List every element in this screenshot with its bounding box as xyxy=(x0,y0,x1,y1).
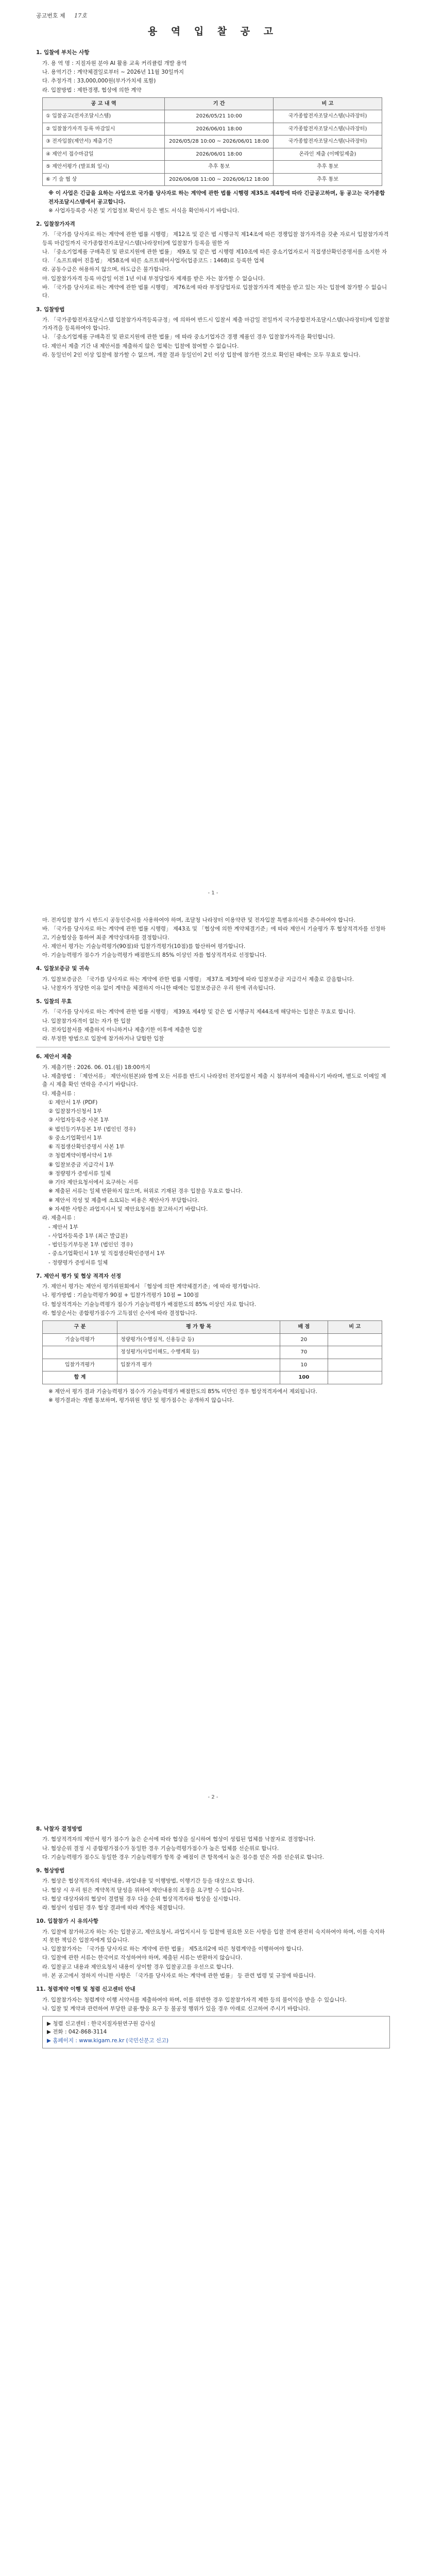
section-8-heading: 8. 낙찰자 결정방법 xyxy=(36,1826,82,1832)
section-9-heading: 9. 협상방법 xyxy=(36,1868,65,1874)
table-cell: 국가종합전자조달시스템(나라장터) xyxy=(274,110,382,123)
table-cell: 국가종합전자조달시스템(나라장터) xyxy=(274,135,382,148)
s1-line: 가. 용 역 명 : 지질자원 분야 AI 활용 교육 커리큘럼 개발 용역 xyxy=(42,60,187,66)
table-cell xyxy=(328,1346,382,1359)
table-cell: 2026/05/28 10:00 ~ 2026/06/01 18:00 xyxy=(165,135,274,148)
table-cell: 기술능력평가 xyxy=(43,1333,117,1346)
table-cell: 추후 통보 xyxy=(165,161,274,174)
s1-line: 라. 입찰방법 : 제한경쟁, 협상에 의한 계약 xyxy=(42,87,142,93)
s6-line: 가. 제출기한 : 2026. 06. 01.(월) 18:00까지 xyxy=(42,1064,150,1071)
section-11-heading: 11. 청렴계약 이행 및 청렴 신고센터 안내 xyxy=(36,1986,135,1993)
s6-doc: ⑤ 중소기업확인서 1부 xyxy=(48,1134,102,1141)
s2-line: 바. 「국가를 당사자로 하는 계약에 관한 법률 시행령」 제76조에 따라 부정당업자로 입찰참가자격 제한을 받고 있는 자는 입찰에 참가할 수 없습니다. xyxy=(42,284,387,299)
table-header-cell: 비 고 xyxy=(328,1321,382,1334)
table-cell: 10 xyxy=(280,1359,328,1371)
s3-line: 아. 기술능력평가 점수가 기술능력평가 배점한도의 85% 이상인 자를 협상적격자로 선정합니다. xyxy=(42,952,267,959)
table-row xyxy=(43,1371,382,1384)
s7-note: ※ 평가결과는 개별 통보하며, 평가위원 명단 및 평가점수는 공개하지 않습니다. xyxy=(48,1397,234,1403)
page-2 xyxy=(0,904,426,1808)
s11-line: 가. 입찰참가자는 청렴계약 이행 서약서를 제출하여야 하며, 이를 위반한 경우 입찰참가자격 제한 등의 불이익을 받을 수 있습니다. xyxy=(42,1996,347,2003)
s3-line: 라. 동일인이 2인 이상 입찰에 참가할 수 없으며, 개찰 결과 동일인이 2인 이상 입찰에 참가한 것으로 확인된 때에는 모두 무효로 합니다. xyxy=(42,351,361,358)
s6-reqs-title: 라. 제출서류 : xyxy=(42,1215,76,1222)
notice-number-label: 공고번호 제 xyxy=(36,12,65,19)
s3-line: 사. 제안서 평가는 기술능력평가(90점)와 입찰가격평가(10점)를 합산하여 평가합니다. xyxy=(42,943,246,950)
table-cell: 70 xyxy=(280,1346,328,1359)
s7-note: ※ 제안서 평가 결과 기술능력평가 점수가 기술능력평가 배점한도의 85% 미만인 경우 협상적격자에서 제외됩니다. xyxy=(48,1388,317,1395)
s7-line: 다. 협상적격자는 기술능력평가 점수가 기술능력평가 배점한도의 85% 이상인 자로 합니다. xyxy=(42,1301,257,1308)
s9-line: 가. 협상은 협상적격자의 제안내용, 과업내용 및 이행방법, 이행기간 등을 대상으로 합니다. xyxy=(42,1878,254,1885)
table-cell: 추후 통보 xyxy=(274,161,382,174)
page-1 xyxy=(0,0,426,904)
report-center-box xyxy=(42,2016,390,2048)
s6-req: - 사업자등록증 1부 (최근 발급분) xyxy=(48,1232,128,1239)
evaluation-table xyxy=(42,1320,382,1384)
table-header-cell: 기 간 xyxy=(165,97,274,110)
s9-line: 라. 협상이 성립된 경우 협상 결과에 따라 계약을 체결합니다. xyxy=(42,1905,185,1911)
table-cell xyxy=(328,1333,382,1346)
table-cell: 2026/06/01 18:00 xyxy=(165,123,274,135)
s2-line: 다. 「소프트웨어 진흥법」 제58조에 따른 소프트웨어사업자(업종코드 : 1468)로 등록한 업체 xyxy=(42,258,264,264)
table-header-row xyxy=(43,1321,382,1334)
section-5-heading: 5. 입찰의 무효 xyxy=(36,998,72,1005)
notice-number xyxy=(36,11,390,20)
table-cell xyxy=(43,1346,117,1359)
table-header-cell: 평 가 항 목 xyxy=(117,1321,280,1334)
table-cell: 정량평가(수행실적, 신용등급 등) xyxy=(117,1333,280,1346)
s7-line: 라. 협상순서는 종합평가점수가 고득점인 순서에 따라 결정합니다. xyxy=(42,1310,197,1316)
table-row xyxy=(43,1346,382,1359)
s3-line: 마. 전자입찰 참가 시 반드시 공동인증서를 사용하여야 하며, 조달청 나라장터 이용약관 및 전자입찰 특별유의서를 준수하여야 합니다. xyxy=(42,917,355,923)
s1-note: ※ 이 사업은 긴급을 요하는 사업으로 국가를 당사자로 하는 계약에 관한 법률 시행령 제35조 제4항에 따라 긴급공고하며, 동 공고는 국가종합전자조달시스템에서 공고합니다. xyxy=(48,190,385,205)
s10-line: 가. 입찰에 참가하고자 하는 자는 입찰공고, 제안요청서, 과업지시서 등 입찰에 필요한 모든 사항을 입찰 전에 완전히 숙지하여야 하며, 이를 숙지하지 못한 책임은 입찰자에게 있습니다. xyxy=(42,1928,385,1943)
table-row xyxy=(43,1333,382,1346)
s6-req: - 중소기업확인서 1부 및 직접생산확인증명서 1부 xyxy=(48,1250,165,1257)
table-cell: ③ 전자입찰(제안서) 제출기간 xyxy=(43,135,165,148)
table-cell xyxy=(328,1371,382,1384)
table-cell: 추후 통보 xyxy=(274,173,382,186)
section-4-heading: 4. 입찰보증금 및 귀속 xyxy=(36,965,90,972)
table-cell: 입찰가격 평가 xyxy=(117,1359,280,1371)
s1-line: 다. 추정가격 : 33,000,000원(부가가치세 포함) xyxy=(42,78,156,84)
table-cell: 2026/05/21 10:00 xyxy=(165,110,274,123)
s3-line: 나. 「중소기업제품 구매촉진 및 판로지원에 관한 법률」에 따라 중소기업자간 경쟁 제품인 경우 입찰참가자격을 확인합니다. xyxy=(42,334,335,341)
s6-note: ※ 제출된 서류는 일체 반환하지 않으며, 허위로 기재된 경우 입찰을 무효로 합니다. xyxy=(48,1188,243,1195)
table-row xyxy=(43,148,382,161)
section-6-heading: 6. 제안서 제출 xyxy=(36,1054,72,1060)
s4-line: 나. 낙찰자가 정당한 이유 없이 계약을 체결하지 아니한 때에는 입찰보증금은 우리 원에 귀속됩니다. xyxy=(42,985,276,991)
table-cell: ① 입찰공고(전자조달시스템) xyxy=(43,110,165,123)
s8-line: 가. 협상적격자의 제안서 평가 점수가 높은 순서에 따라 협상을 실시하여 협상이 성립된 업체를 낙찰자로 결정합니다. xyxy=(42,1836,316,1843)
table-cell: 온라인 제출 (이메일제출) xyxy=(274,148,382,161)
s6-doc: ⑦ 청렴계약이행서약서 1부 xyxy=(48,1153,113,1159)
s6-doc: ④ 법인등기부등본 1부 (법인인 경우) xyxy=(48,1126,136,1132)
table-cell: 100 xyxy=(280,1371,328,1384)
table-cell: ④ 제안서 접수마감일 xyxy=(43,148,165,161)
report-center-line: ▶ 홈페이지 : www.kigam.re.kr (국민신문고 신고) xyxy=(47,2037,169,2044)
s6-doc: ② 입찰참가신청서 1부 xyxy=(48,1108,102,1115)
s7-line: 나. 평가방법 : 기술능력평가 90점 + 입찰가격평가 10점 = 100점 xyxy=(42,1292,199,1299)
s4-line: 가. 입찰보증금은 「국가를 당사자로 하는 계약에 관한 법률 시행령」 제37조 제3항에 따라 입찰보증금 지급각서 제출로 갈음합니다. xyxy=(42,976,354,982)
table-cell: 합 계 xyxy=(43,1371,117,1384)
s6-doc: ③ 사업자등록증 사본 1부 xyxy=(48,1117,109,1124)
table-row xyxy=(43,135,382,148)
s9-line: 다. 협상 대상자와의 협상이 결렬될 경우 다음 순위 협상적격자와 협상을 실시합니다. xyxy=(42,1895,241,1902)
table-cell: 국가종합전자조달시스템(나라장터) xyxy=(274,123,382,135)
s8-line: 다. 기술능력평가 점수도 동일한 경우 기술능력평가 항목 중 배점이 큰 항목에서 높은 점수를 얻은 자를 선순위로 합니다. xyxy=(42,1854,324,1860)
s2-line: 나. 「중소기업제품 구매촉진 및 판로지원에 관한 법률」 제9조 및 같은 법 시행령 제10조에 따른 중소기업자로서 직접생산확인증명서를 소지한 자 xyxy=(42,248,387,255)
table-cell: ⑤ 제안서평가 (발표회 일시) xyxy=(43,161,165,174)
table-cell: ② 입찰참가자격 등록 마감일시 xyxy=(43,123,165,135)
table-cell: 2026/06/01 18:00 xyxy=(165,148,274,161)
table-header-cell: 비 고 xyxy=(274,97,382,110)
table-header-cell: 공 고 내 역 xyxy=(43,97,165,110)
table-header-cell: 배 점 xyxy=(280,1321,328,1334)
table-cell: 2026/06/08 11:00 ~ 2026/06/12 18:00 xyxy=(165,173,274,186)
s6-doc: ⑨ 정량평가 증빙서류 일체 xyxy=(48,1170,111,1177)
notice-number-value: 17호 xyxy=(74,12,87,19)
table-cell xyxy=(117,1371,280,1384)
s6-note: ※ 자세한 사항은 과업지시서 및 제안요청서를 참고하시기 바랍니다. xyxy=(48,1206,208,1212)
s2-line: 가. 「국가를 당사자로 하는 계약에 관한 법률 시행령」 제12조 및 같은 법 시행규칙 제14조에 따른 경쟁입찰 참가자격을 갖춘 자로서 입찰참가자격 등록 마감일까지 국가종합전자조달시스템(나라장터)에 입찰참가 등록을 필한 자 xyxy=(42,231,389,246)
table-cell xyxy=(328,1359,382,1371)
schedule-table xyxy=(42,97,382,187)
table-row xyxy=(43,123,382,135)
s6-req: - 정량평가 증빙서류 일체 xyxy=(48,1259,108,1266)
table-cell: 입찰가격평가 xyxy=(43,1359,117,1371)
s6-doc: ① 제안서 1부 (PDF) xyxy=(48,1099,98,1106)
table-header-cell: 구 분 xyxy=(43,1321,117,1334)
s1-note: ※ 사업자등록증 사본 및 기업정보 확인서 등은 별도 서식을 확인하시기 바랍니다. xyxy=(48,207,240,214)
section-3-heading: 3. 입찰방법 xyxy=(36,306,65,313)
s11-line: 나. 입찰 및 계약과 관련하여 부당한 금품·향응 요구 등 불공정 행위가 있을 경우 아래로 신고하여 주시기 바랍니다. xyxy=(42,2005,310,2012)
report-center-line: ▶ 청렴 신고센터 : 한국지질자원연구원 감사실 xyxy=(47,2021,156,2027)
section-7-heading: 7. 제안서 평가 및 협상 적격자 선정 xyxy=(36,1273,122,1279)
page-3 xyxy=(0,1808,426,2576)
s5-line: 다. 전자입찰서를 제출하지 아니하거나 제출기한 이후에 제출한 입찰 xyxy=(42,1026,202,1033)
s1-line: 나. 용역기간 : 계약체결일로부터 ~ 2026년 11월 30일까지 xyxy=(42,69,184,76)
page-number: - 1 - xyxy=(208,890,218,896)
s6-line: 나. 제출방법 : 「제안서류」 제안서(원본)와 함께 모든 서류를 반드시 나라장터 전자입찰서 제출 시 첨부하여 제출하시기 바라며, 별도로 이메일 제출 시 제출 확인 연락을 주시기 바랍니다. xyxy=(42,1073,386,1088)
section-10-heading: 10. 입찰참가 시 유의사항 xyxy=(36,1918,98,1925)
s10-line: 다. 입찰에 관한 서류는 한국어로 작성하여야 하며, 제출된 서류는 반환하지 않습니다. xyxy=(42,1955,243,1961)
section-2-heading: 2. 입찰참가자격 xyxy=(36,221,75,228)
s6-req: - 제안서 1부 xyxy=(48,1224,78,1230)
s3-line: 바. 「국가를 당사자로 하는 계약에 관한 법률 시행령」 제43조 및 「협상에 의한 계약체결기준」에 따라 제안서 기술평가 후 협상적격자를 선정하고, 기술협상을 통하여 최종 계약상대자를 결정합니다. xyxy=(42,926,386,941)
table-row xyxy=(43,1359,382,1371)
s10-line: 라. 입찰공고 내용과 제안요청서 내용이 상이할 경우 입찰공고를 우선으로 합니다. xyxy=(42,1963,234,1970)
s10-line: 나. 입찰참가자는 「국가를 당사자로 하는 계약에 관한 법률」 제5조의2에 따른 청렴계약을 이행하여야 합니다. xyxy=(42,1946,304,1953)
s9-line: 나. 협상 시 우리 원은 계약목적 달성을 위하여 제안내용의 조정을 요구할 수 있습니다. xyxy=(42,1887,244,1893)
table-header-row xyxy=(43,97,382,110)
document-title: 용 역 입 찰 공 고 xyxy=(147,26,279,38)
table-cell: 정성평가(사업이해도, 수행계획 등) xyxy=(117,1346,280,1359)
report-center-line: ▶ 전화 : 042-868-3114 xyxy=(47,2029,107,2036)
s2-line: 라. 공동수급은 허용하지 않으며, 하도급은 불가합니다. xyxy=(42,266,171,273)
s2-line: 마. 입찰참가자격 등록 마감일 이전 1년 이내 부정당업자 제재를 받은 자는 참가할 수 없습니다. xyxy=(42,275,265,282)
s5-line: 가. 「국가를 당사자로 하는 계약에 관한 법률 시행령」 제39조 제4항 및 같은 법 시행규칙 제44조에 해당하는 입찰은 무효로 합니다. xyxy=(42,1009,356,1015)
s7-line: 가. 제안서 평가는 제안서 평가위원회에서 「협상에 의한 계약체결기준」에 따라 평가합니다. xyxy=(42,1283,260,1290)
table-row xyxy=(43,161,382,174)
s5-line: 라. 부정한 방법으로 입찰에 참가하거나 담합한 입찰 xyxy=(42,1036,164,1042)
s6-doc: ⑥ 직접생산확인증명서 사본 1부 xyxy=(48,1144,125,1150)
s3-line: 다. 제안서 제출 기간 내 제안서를 제출하지 않은 업체는 입찰에 참여할 수 없습니다. xyxy=(42,343,239,349)
table-cell: 20 xyxy=(280,1333,328,1346)
table-cell: ⑥ 기 술 협 상 xyxy=(43,173,165,186)
s5-line: 나. 입찰참가자격이 없는 자가 한 입찰 xyxy=(42,1018,131,1024)
s6-line: 다. 제출서류 : xyxy=(42,1090,76,1097)
page-number: - 2 - xyxy=(208,1794,218,1800)
s6-doc: ⑧ 입찰보증금 지급각서 1부 xyxy=(48,1161,114,1168)
table-row xyxy=(43,110,382,123)
s3-line: 가. 「국가종합전자조달시스템 입찰참가자격등록규정」에 의하여 반드시 입찰서 제출 마감일 전일까지 국가종합전자조달시스템(나라장터)에 입찰참가자격을 등록하여야 합니다. xyxy=(42,316,390,332)
s6-note: ※ 제안서 작성 및 제출에 소요되는 비용은 제안사가 부담합니다. xyxy=(48,1197,199,1204)
table-row xyxy=(43,173,382,186)
s6-req: - 법인등기부등본 1부 (법인인 경우) xyxy=(48,1242,133,1248)
s6-doc: ⑩ 기타 제안요청서에서 요구하는 서류 xyxy=(48,1179,139,1186)
section-1-heading: 1. 입찰에 부치는 사항 xyxy=(36,49,90,56)
s10-line: 마. 본 공고에서 정하지 아니한 사항은 「국가를 당사자로 하는 계약에 관한 법률」 등 관련 법령 및 규정에 따릅니다. xyxy=(42,1972,316,1979)
s8-line: 나. 협상순위 결정 시 종합평가점수가 동일한 경우 기술능력평가점수가 높은 업체를 선순위로 합니다. xyxy=(42,1845,279,1852)
